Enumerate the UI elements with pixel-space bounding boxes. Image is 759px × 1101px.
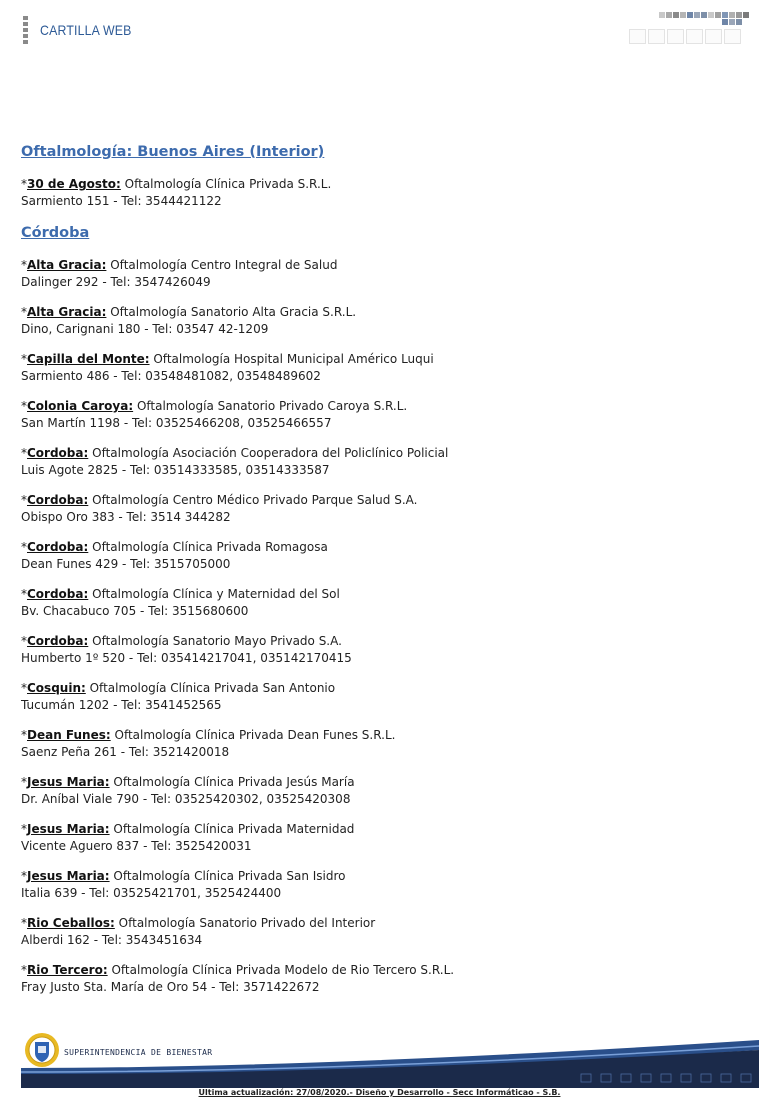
decor-square (673, 12, 679, 18)
decor-box (686, 29, 703, 44)
provider-line: *Cordoba: Oftalmología Sanatorio Mayo Privado S.A. (21, 634, 342, 648)
provider-name: Oftalmología Centro Médico Privado Parque Salud S.A. (92, 493, 418, 507)
provider-city: Dean Funes: (27, 728, 111, 742)
provider-name: Oftalmología Clínica Privada S.R.L. (124, 177, 332, 191)
site-title: CARTILLA WEB (40, 22, 132, 38)
decor-square (708, 12, 714, 18)
provider-name: Oftalmología Asociación Cooperadora del Policlínico Policial (92, 446, 449, 460)
decor-square (729, 19, 735, 25)
provider-line: *Dean Funes: Oftalmología Clínica Privada Dean Funes S.R.L. (21, 728, 396, 742)
provider-name: Oftalmología Clínica Privada San Antonio (89, 681, 336, 695)
provider-line: *Cordoba: Oftalmología Asociación Cooperadora del Policlínico Policial (21, 446, 449, 460)
provider-name: Oftalmología Clínica Privada Romagosa (92, 540, 328, 554)
provider-entry (21, 539, 741, 573)
provider-line: *Rio Ceballos: Oftalmología Sanatorio Privado del Interior (21, 916, 376, 930)
provider-address: Dino, Carignani 180 - Tel: 03547 42-1209 (21, 322, 269, 336)
provider-entry (21, 915, 741, 949)
provider-entry (21, 492, 741, 526)
provider-entry (21, 445, 741, 479)
provider-entry (21, 176, 741, 210)
provider-name: Oftalmología Centro Integral de Salud (110, 258, 338, 272)
provider-name: Oftalmología Clínica Privada Jesús María (113, 775, 355, 789)
striped-bar-icon (23, 16, 28, 46)
header-decoration (629, 12, 751, 46)
provider-entry (21, 727, 741, 761)
provider-address: Dr. Aníbal Viale 790 - Tel: 03525420302, 03525420308 (21, 792, 351, 806)
provider-city: Rio Tercero: (27, 963, 108, 977)
decor-square (680, 12, 686, 18)
provider-city: 30 de Agosto: (27, 177, 121, 191)
provider-address: Italia 639 - Tel: 03525421701, 3525424400 (21, 886, 282, 900)
provider-line: *30 de Agosto: Oftalmología Clínica Privada S.R.L. (21, 177, 332, 191)
provider-entry (21, 774, 741, 808)
provider-line: *Jesus Maria: Oftalmología Clínica Privada Jesús María (21, 775, 355, 789)
decor-square (743, 12, 749, 18)
decor-square (729, 12, 735, 18)
provider-entry (21, 821, 741, 855)
provider-city: Cordoba: (27, 446, 89, 460)
decor-square (722, 12, 728, 18)
provider-address: Sarmiento 151 - Tel: 3544421122 (21, 194, 222, 208)
provider-address: Sarmiento 486 - Tel: 03548481082, 03548489602 (21, 369, 321, 383)
provider-address: Alberdi 162 - Tel: 3543451634 (21, 933, 203, 947)
provider-city: Cosquin: (27, 681, 86, 695)
directory-content (21, 143, 741, 996)
provider-city: Jesus Maria: (27, 775, 110, 789)
decor-square (687, 12, 693, 18)
decor-box (667, 29, 684, 44)
superintendencia-shield-logo (24, 1032, 60, 1068)
last-updated-note: Ultima actualización: 27/08/2020.- Diseño y Desarrollo - Secc Informáticao - S.B. (198, 1088, 561, 1097)
decor-box (648, 29, 665, 44)
provider-name: Oftalmología Hospital Municipal Américo Luqui (153, 352, 434, 366)
decor-square (694, 12, 700, 18)
provider-name: Oftalmología Sanatorio Privado del Interior (118, 916, 376, 930)
provider-line: *Cordoba: Oftalmología Clínica Privada Romagosa (21, 540, 328, 554)
decor-box (724, 29, 741, 44)
section-title[interactable]: Oftalmología: Buenos Aires (Interior) (21, 144, 325, 160)
provider-name: Oftalmología Clínica Privada Dean Funes S.R.L. (114, 728, 396, 742)
provider-name: Oftalmología Clínica Privada Modelo de Rio Tercero S.R.L. (111, 963, 455, 977)
page-header (0, 0, 759, 60)
provider-entry (21, 868, 741, 902)
provider-address: Obispo Oro 383 - Tel: 3514 344282 (21, 510, 231, 524)
provider-city: Jesus Maria: (27, 869, 110, 883)
provider-address: Saenz Peña 261 - Tel: 3521420018 (21, 745, 230, 759)
provider-address: Luis Agote 2825 - Tel: 03514333585, 03514333587 (21, 463, 330, 477)
provider-line: *Cordoba: Oftalmología Centro Médico Privado Parque Salud S.A. (21, 493, 418, 507)
decor-box (705, 29, 722, 44)
provider-line: *Alta Gracia: Oftalmología Sanatorio Alta Gracia S.R.L. (21, 305, 357, 319)
provider-city: Alta Gracia: (27, 258, 107, 272)
provider-name: Oftalmología Clínica y Maternidad del Sol (92, 587, 340, 601)
provider-address: Tucumán 1202 - Tel: 3541452565 (21, 698, 222, 712)
provider-city: Capilla del Monte: (27, 352, 150, 366)
provider-city: Jesus Maria: (27, 822, 110, 836)
provider-entry (21, 304, 741, 338)
decor-square (715, 12, 721, 18)
provider-line: *Cosquin: Oftalmología Clínica Privada San Antonio (21, 681, 336, 695)
provider-city: Cordoba: (27, 493, 89, 507)
provider-address: Humberto 1º 520 - Tel: 035414217041, 035142170415 (21, 651, 352, 665)
provider-entry (21, 257, 741, 291)
provider-line: *Alta Gracia: Oftalmología Centro Integral de Salud (21, 258, 338, 272)
decor-square (659, 12, 665, 18)
decor-box (629, 29, 646, 44)
provider-entry (21, 962, 741, 996)
provider-entry (21, 680, 741, 714)
decor-square (736, 19, 742, 25)
provider-name: Oftalmología Sanatorio Privado Caroya S.R.L. (136, 399, 408, 413)
provider-name: Oftalmología Sanatorio Alta Gracia S.R.L. (110, 305, 357, 319)
provider-city: Alta Gracia: (27, 305, 107, 319)
provider-city: Colonia Caroya: (27, 399, 134, 413)
provider-line: *Cordoba: Oftalmología Clínica y Maternidad del Sol (21, 587, 340, 601)
provider-city: Cordoba: (27, 540, 89, 554)
provider-address: San Martín 1198 - Tel: 03525466208, 03525466557 (21, 416, 332, 430)
provider-line: *Jesus Maria: Oftalmología Clínica Privada San Isidro (21, 869, 346, 883)
provider-entry (21, 633, 741, 667)
provider-name: Oftalmología Clínica Privada Maternidad (113, 822, 355, 836)
provider-city: Rio Ceballos: (27, 916, 115, 930)
page-footer (21, 1030, 759, 1088)
provider-entry (21, 586, 741, 620)
provider-city: Cordoba: (27, 587, 89, 601)
section-title[interactable]: Córdoba (21, 225, 90, 241)
provider-line: *Jesus Maria: Oftalmología Clínica Privada Maternidad (21, 822, 355, 836)
provider-address: Fray Justo Sta. María de Oro 54 - Tel: 3571422672 (21, 980, 320, 994)
provider-entry (21, 398, 741, 432)
provider-address: Dean Funes 429 - Tel: 3515705000 (21, 557, 231, 571)
decor-square (701, 12, 707, 18)
provider-line: *Rio Tercero: Oftalmología Clínica Privada Modelo de Rio Tercero S.R.L. (21, 963, 455, 977)
decor-square (736, 12, 742, 18)
provider-address: Bv. Chacabuco 705 - Tel: 3515680600 (21, 604, 249, 618)
footer-organization: SUPERINTENDENCIA DE BIENESTAR (64, 1048, 213, 1057)
footer-wave-band (21, 1030, 759, 1088)
provider-line: *Capilla del Monte: Oftalmología Hospital Municipal Américo Luqui (21, 352, 434, 366)
provider-city: Cordoba: (27, 634, 89, 648)
decor-square (666, 12, 672, 18)
decor-square (722, 19, 728, 25)
provider-name: Oftalmología Sanatorio Mayo Privado S.A. (92, 634, 342, 648)
provider-name: Oftalmología Clínica Privada San Isidro (113, 869, 346, 883)
provider-address: Dalinger 292 - Tel: 3547426049 (21, 275, 211, 289)
provider-line: *Colonia Caroya: Oftalmología Sanatorio Privado Caroya S.R.L. (21, 399, 408, 413)
provider-entry (21, 351, 741, 385)
provider-address: Vicente Aguero 837 - Tel: 3525420031 (21, 839, 252, 853)
